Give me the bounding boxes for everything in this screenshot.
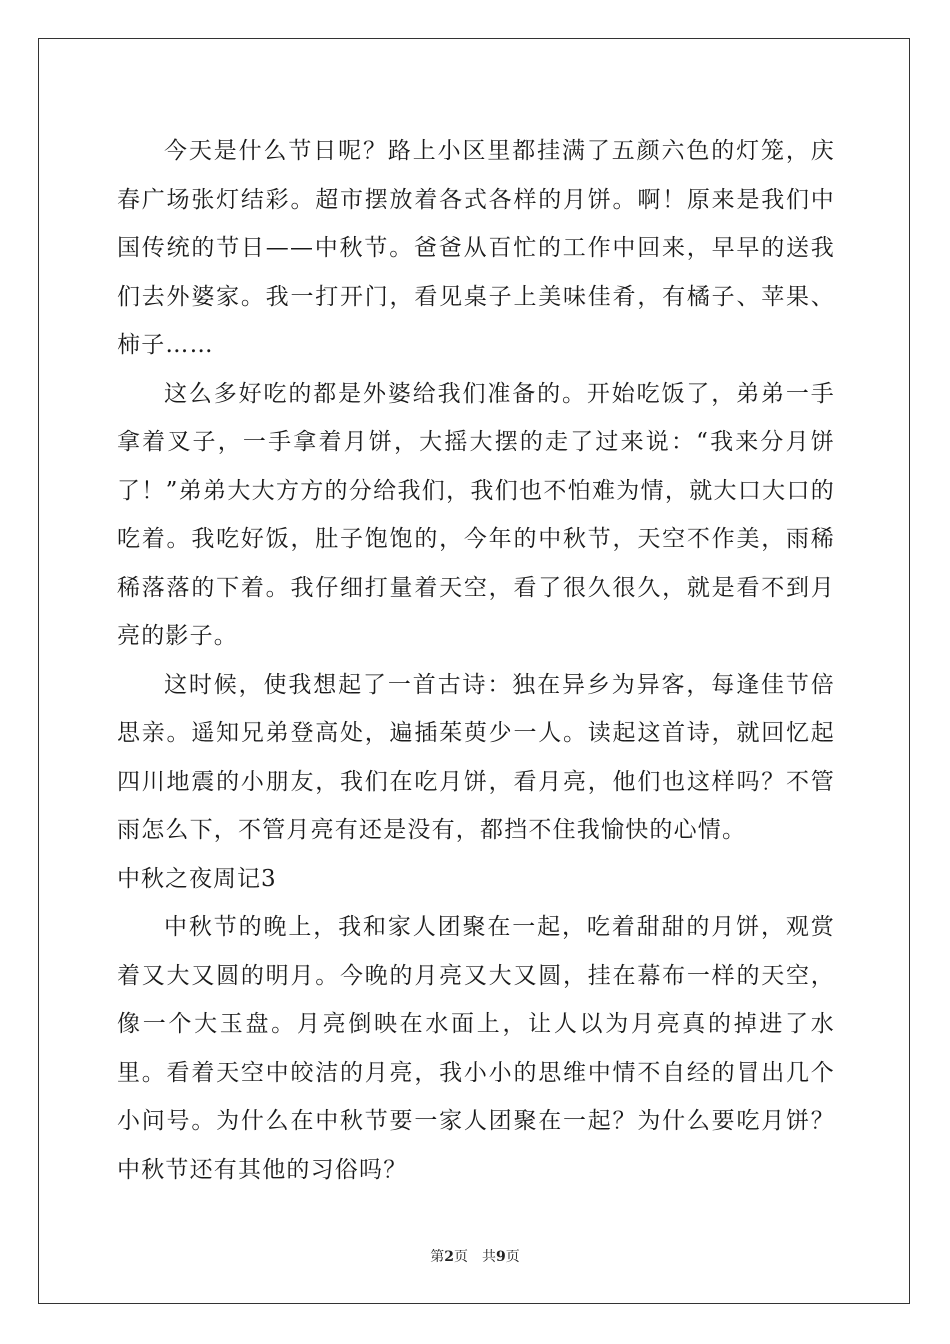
page-footer	[0, 1246, 950, 1266]
footer-page-number: 2	[444, 1249, 454, 1265]
footer-mid: 页 共	[454, 1249, 496, 1265]
paragraph: 这时候，使我想起了一首古诗：独在异乡为异客，每逢佳节倍思亲。遥知兄弟登高处，遍插茱萸少一人。读起这首诗，就回忆起四川地震的小朋友，我们在吃月饼，看月亮，他们也这样吗？不管雨怎么下，不管月亮有还是没有，都挡不住我愉快的心情。	[117, 671, 835, 843]
footer-prefix: 第	[430, 1249, 445, 1265]
paragraph: 这么多好吃的都是外婆给我们准备的。开始吃饭了，弟弟一手拿着叉子，一手拿着月饼，大摇大摆的走了过来说：“我来分月饼了！”弟弟大大方方的分给我们，我们也不怕难为情，就大口大口的吃着。我吃好饭，肚子饱饱的，今年的中秋节，天空不作美，雨稀稀落落的下着。我仔细打量着天空，看了很久很久，就是看不到月亮的影子。	[117, 380, 835, 649]
document-body	[117, 127, 835, 1194]
paragraph: 今天是什么节日呢？路上小区里都挂满了五颜六色的灯笼，庆春广场张灯结彩。超市摆放着各式各样的月饼。啊！原来是我们中国传统的节日——中秋节。爸爸从百忙的工作中回来，早早的送我们去外婆家。我一打开门，看见桌子上美味佳肴，有橘子、苹果、柿子……	[117, 138, 835, 358]
footer-suffix: 页	[505, 1249, 520, 1265]
paragraph: 中秋节的晚上，我和家人团聚在一起，吃着甜甜的月饼，观赏着又大又圆的明月。今晚的月亮又大又圆，挂在幕布一样的天空，像一个大玉盘。月亮倒映在水面上，让人以为月亮真的掉进了水里。看着天空中皎洁的月亮，我小小的思维中情不自经的冒出几个小问号。为什么在中秋节要一家人团聚在一起？为什么要吃月饼？中秋节还有其他的习俗吗？	[117, 914, 835, 1183]
footer-total-pages: 9	[496, 1249, 506, 1265]
section-heading: 中秋之夜周记3	[117, 865, 277, 892]
